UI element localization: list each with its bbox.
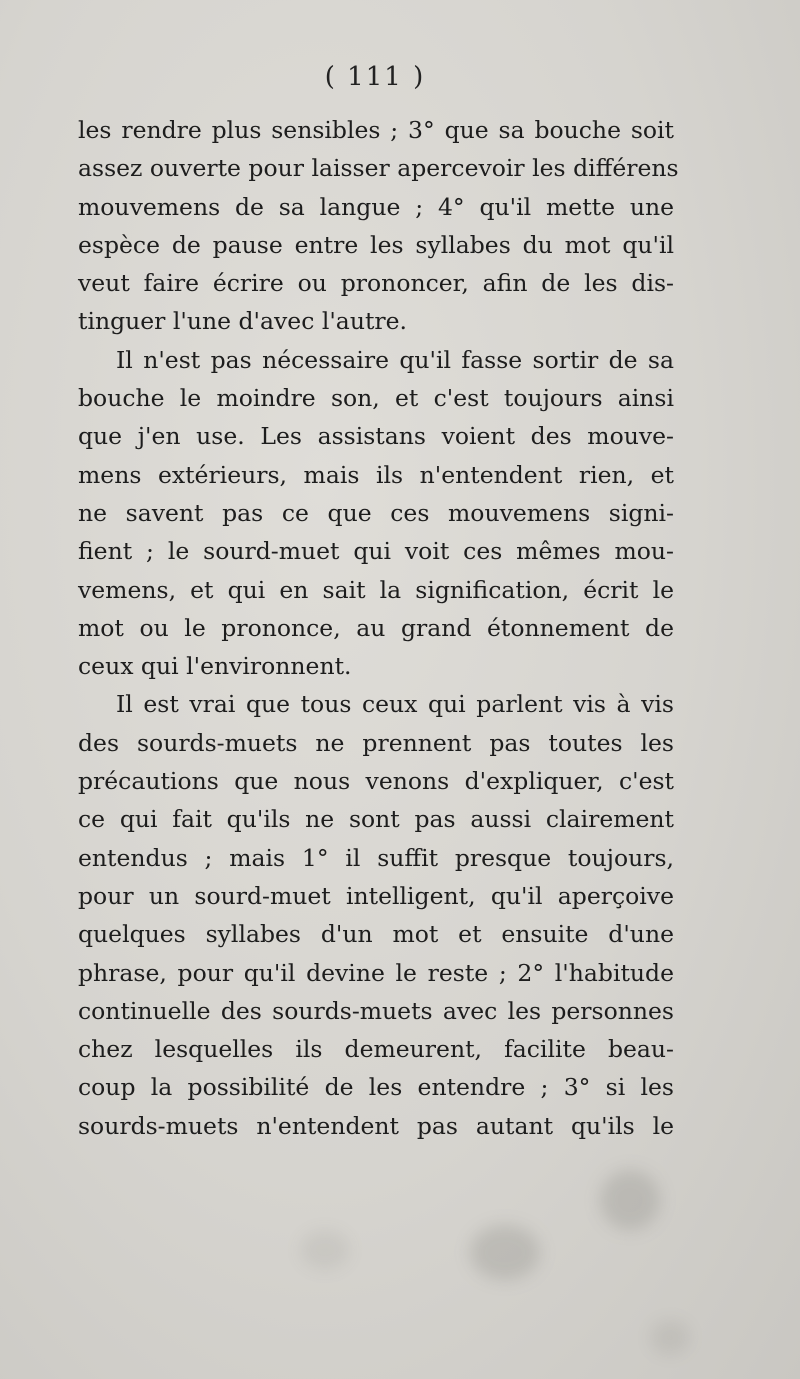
text-line: quelques syllabes d'un mot et ensuite d'une (78, 920, 674, 949)
text-line: ceux qui l'environnent. (78, 652, 352, 681)
text-line: Il n'est pas nécessaire qu'il fasse sortir de sa (116, 345, 674, 374)
text-line: entendus ; mais 1° il suffit presque toujours, (78, 843, 674, 872)
text-line: fient ; le sourd-muet qui voit ces mêmes mou- (78, 537, 674, 566)
text-line: des sourds-muets ne prennent pas toutes les (78, 728, 674, 757)
stain-blot (600, 1170, 660, 1230)
text-line: mens extérieurs, mais ils n'entendent rien, et (78, 460, 674, 489)
text-line: phrase, pour qu'il devine le reste ; 2° l'habitude (78, 958, 674, 987)
text-line: mot ou le prononce, au grand étonnement de (78, 613, 674, 642)
text-line: pour un sourd-muet intelligent, qu'il aperçoive (78, 881, 674, 910)
text-line: bouche le moindre son, et c'est toujours ainsi (78, 384, 674, 413)
text-line: chez lesquelles ils demeurent, facilite beau- (78, 1035, 674, 1064)
page-number: ( 111 ) (324, 62, 426, 92)
text-line: précautions que nous venons d'expliquer, c'est (78, 767, 674, 796)
text-line: veut faire écrire ou prononcer, afin de les dis- (78, 269, 674, 298)
body-text (78, 111, 679, 1145)
text-line: ce qui fait qu'ils ne sont pas aussi clairement (78, 805, 674, 834)
text-line: coup la possibilité de les entendre ; 3° si les (78, 1073, 674, 1102)
stain-blot (300, 1230, 350, 1270)
text-line: assez ouverte pour laisser apercevoir les différens (78, 154, 679, 183)
text-line: Il est vrai que tous ceux qui parlent vis à vis (116, 690, 674, 719)
text-line: ne savent pas ce que ces mouvemens signi- (78, 498, 674, 527)
text-line: que j'en use. Les assistans voient des mouve- (78, 422, 674, 451)
stain-blot (470, 1225, 540, 1280)
text-line: sourds-muets n'entendent pas autant qu'ils le (78, 1111, 674, 1140)
text-line: continuelle des sourds-muets avec les personnes (78, 996, 674, 1025)
stain-blot (650, 1320, 690, 1355)
text-line: les rendre plus sensibles ; 3° que sa bouche soit (78, 116, 674, 144)
text-line: vemens, et qui en sait la signification, écrit le (78, 575, 674, 604)
text-line: espèce de pause entre les syllabes du mot qu'il (78, 230, 674, 259)
text-line: mouvemens de sa langue ; 4° qu'il mette une (78, 192, 674, 221)
text-line: tinguer l'une d'avec l'autre. (78, 307, 408, 336)
